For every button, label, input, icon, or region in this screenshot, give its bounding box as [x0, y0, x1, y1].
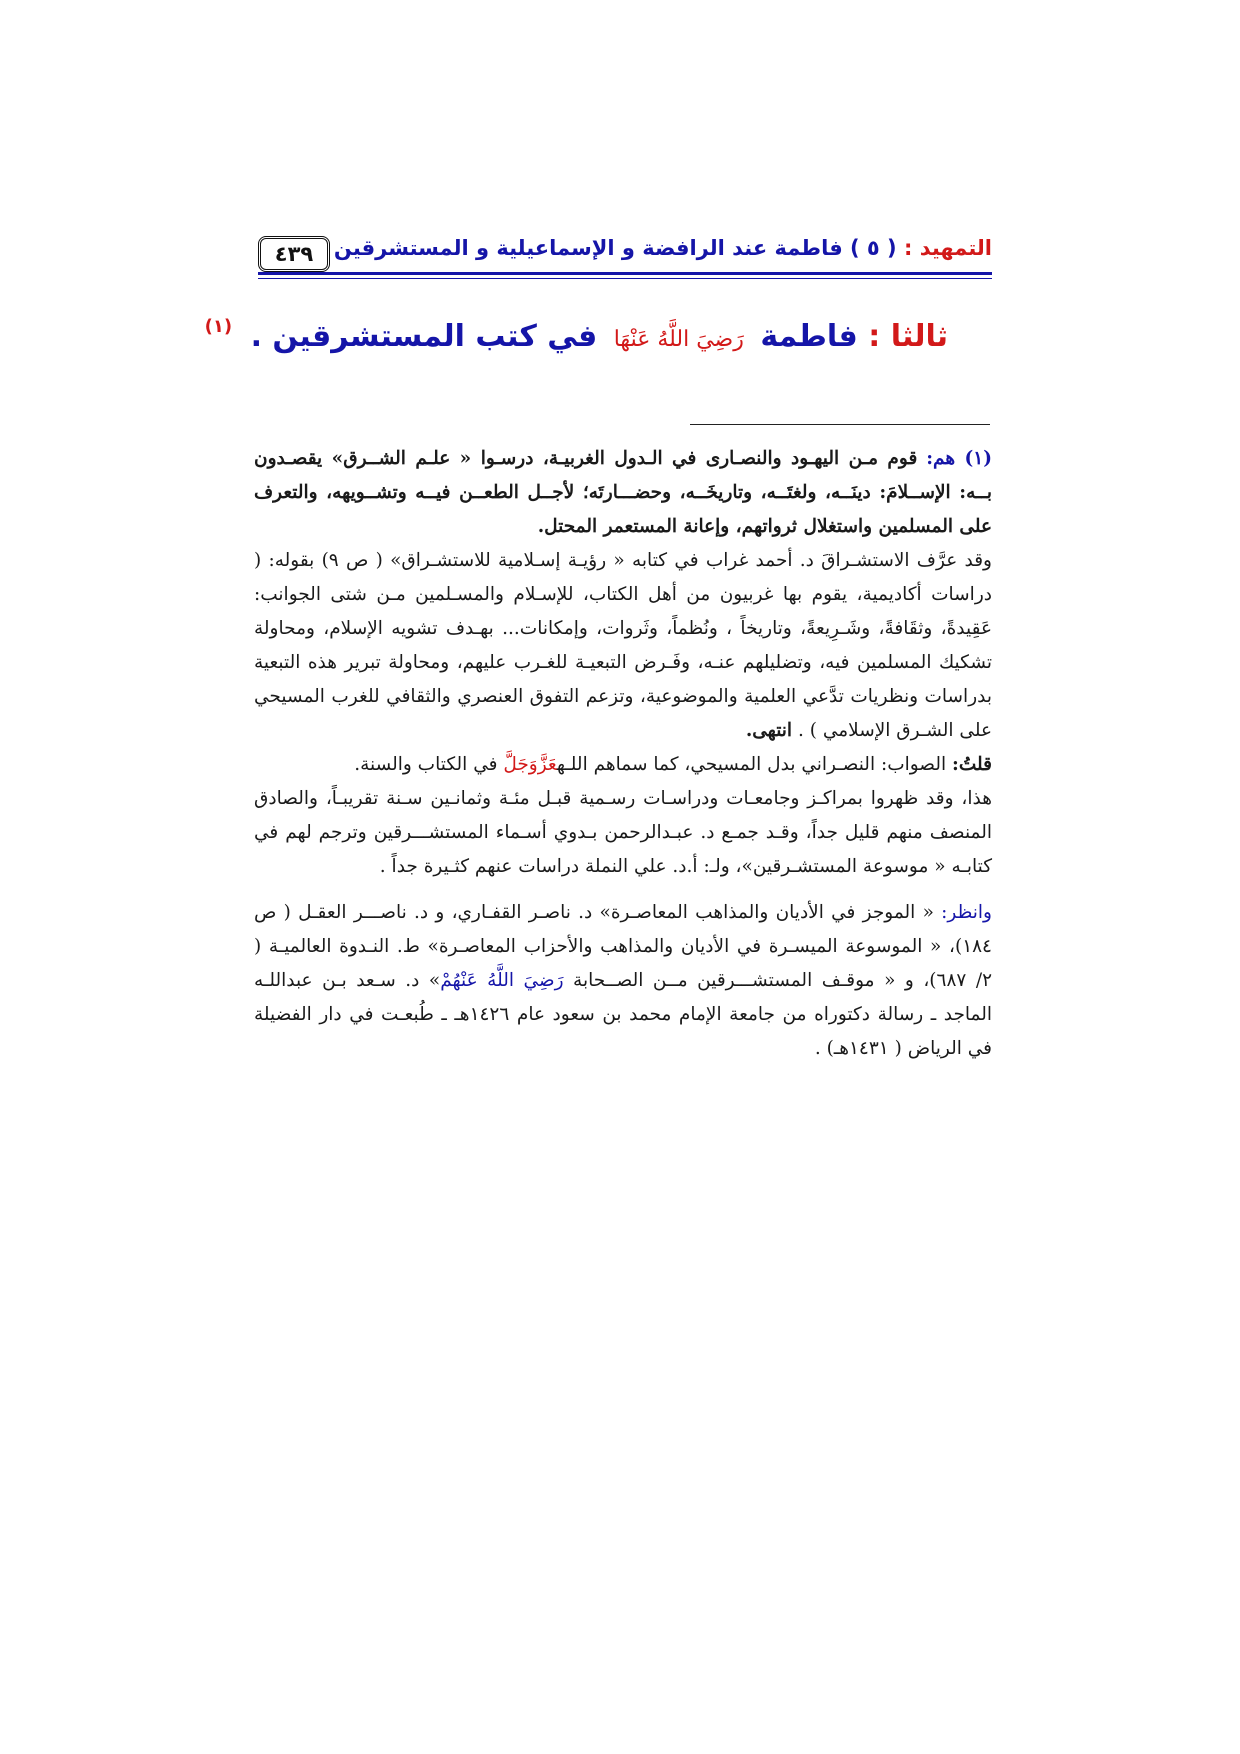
running-header	[258, 232, 992, 272]
heading-prefix: ثالثا :	[868, 319, 948, 354]
footnote-label: (١) هم:	[926, 448, 992, 469]
see-also-text: « الموجز في الأديان والمذاهب المعاصـرة» د. ناصـر القفـاري، و د. ناصـــر العقـل ( ص ١٨٤)، « الموسوعة الميسـرة في الأديان والمذاهب والأحزاب المعاصـرة» ط. النـدوة العالميـة ( ٢/ ٦٨٧)، و « موقـف المستشـــرقين مــن الصــحابة	[254, 902, 992, 991]
footnote-remark	[254, 748, 992, 782]
footnote-body	[254, 442, 992, 1066]
running-title	[334, 236, 992, 260]
header-rule-thin	[258, 278, 992, 279]
footnote-definition	[254, 442, 992, 544]
see-also-honorific: رَضِيَ اللَّهُ عَنْهُمْ	[440, 970, 564, 991]
remark-label: قلتُ:	[952, 754, 992, 775]
quote-end: انتهى.	[745, 720, 793, 741]
section-heading	[205, 316, 948, 354]
running-title-prefix: التمهيد :	[903, 236, 992, 260]
footnote-see-also	[254, 896, 992, 1066]
remark-honorific: عَزَّوَجَلَّ	[503, 754, 557, 775]
header-rule	[258, 272, 992, 275]
footnote-quote	[254, 544, 992, 748]
heading-name: فاطمة	[760, 319, 858, 354]
heading-footnote-ref: (١)	[204, 316, 233, 337]
quote-text: وقد عرَّف الاستشـراقَ د. أحمد غراب في كتابه « رؤيـة إسـلامية للاستشـراق» ( ص ٩) بقوله: ( دراسات أكاديمية، يقوم بها غربيون من أهل الكتاب، للإسـلام والمسـلمين مـن شتى الجوانب: عَقِيدةً، وثقَافةً، وشَـرِيعةً، وتاريخاً ، ونُظماً، وثَروات، وإمكانات... بهـدف تشويه الإسلام، ومحاولة تشكيك المسلمين فيه، وتضليلهم عنـه، وفَـرض التبعيـة للغـرب عليهم، ومحاولة تبرير هذه التبعية بدراسات ونظريات تدَّعي العلمية والموضوعية، وتزعم التفوق العنصري والثقافي للغرب المسيحي على الشـرق الإسلامي ) .	[254, 550, 992, 741]
running-title-main: ( ٥ ) فاطمة عند الرافضة و الإسماعيلية و المستشرقين	[333, 236, 897, 260]
footnote-history: هذا، وقد ظهروا بمراكـز وجامعـات ودراسـات رسـمية قبـل مئـة وثمانـين سـنة تقريبـاً، والصادق المنصف منهم قليل جداً، وقـد جمـع د. عبـدالرحمن بـدوي أسـماء المستشـــرقين وترجم لهم في كتابـه « موسوعة المستشـرقين»، ولـ: أ.د. علي النملة دراسات عنهم كثـيرة جداً .	[254, 788, 992, 877]
footnote-separator	[690, 424, 990, 425]
page-number: ٤٣٩	[258, 236, 330, 272]
heading-honorific: رَضِيَ اللَّهُ عَنْهَا	[613, 327, 744, 352]
footnote-definition-text: قوم مـن اليهـود والنصـارى في الـدول الغربيـة، درسـوا « علـم الشــرق» يقصـدون بــه: الإســلامَ: دينَــه، ولغتَــه، وتاريخَــه، وحضـــارتَه؛ لأجــل الطعــن فيــه وتشــويهه، والتعرف على المسلمين واستغلال ثرواتهم، وإعانة المستعمر المحتل.	[254, 448, 992, 537]
remark-end: في الكتاب والسنة.	[354, 754, 498, 775]
remark-text: الصواب: النصـراني بدل المسيحي، كما سماهم اللـه	[556, 754, 947, 775]
see-also-label: وانظر:	[941, 902, 992, 923]
see-also-end: » د. سـعد بـن عبداللـه الماجد ـ رسالة دكتوراه من جامعة الإمام محمد بن سعود عام ١٤٢٦هـ ـ طُبعـت في دار الفضيلة في الرياض ( ١٤٣١هـ) .	[254, 970, 992, 1059]
heading-rest: في كتب المستشرقين .	[250, 319, 598, 354]
